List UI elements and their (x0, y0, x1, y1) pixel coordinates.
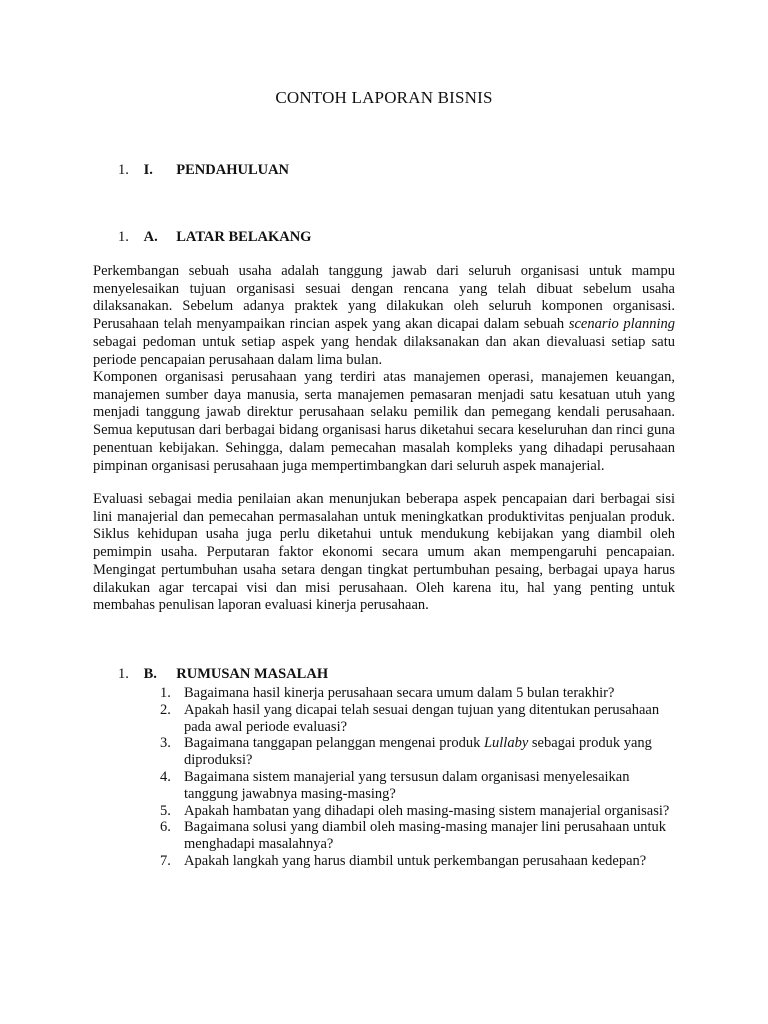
paragraph-1-italic: scenario planning (568, 316, 675, 333)
paragraph-2: Komponen organisasi perusahaan yang terdiri atas manajemen operasi, manajemen keuangan, manajemen sumber daya manusia, serta manajemen pemasaran menjadi satu kesatuan utuh yang menjadi tanggung jawab direktur perusahaan selaku pemilik dan pemegang kendali perusahaan. Semua keputusan dari berbagai bidang organisasi harus diketahui secara keseluruhan dan rinci guna penentuan kebijakan. Sehingga, dalam pemecahan masalah kompleks yang dihadapi perusahaan pimpinan organisasi perusahaan juga mempertimbangkan dari seluruh aspek manajerial. (93, 369, 675, 474)
list-item-text-a: Bagaimana tanggapan pelanggan mengenai produk (184, 735, 484, 752)
list-item (160, 853, 680, 870)
list-item-number: 7. (160, 852, 171, 869)
list-item-text: Bagaimana solusi yang diambil oleh masing-masing manajer lini perusahaan untuk menghadapi masalahnya? (184, 819, 667, 853)
list-item-text: Apakah langkah yang harus diambil untuk perkembangan perusahaan kedepan? (184, 852, 647, 869)
section-mark: A. (143, 229, 158, 245)
section-label: LATAR BELAKANG (176, 229, 312, 245)
section-label: PENDAHULUAN (176, 162, 290, 178)
section-number: 1. (118, 666, 129, 682)
section-mark: I. (143, 162, 153, 178)
paragraph-1-text-b: sebagai pedoman untuk setiap aspek yang hendak dilaksanakan dan akan dievaluasi setiap satu periode pencapaian perusahaan dalam lima bulan. (93, 333, 675, 368)
list-item-number: 2. (160, 701, 171, 718)
section-label: RUMUSAN MASALAH (176, 666, 329, 682)
list-item-number: 4. (160, 768, 171, 785)
document-title: CONTOH LAPORAN BISNIS (275, 88, 493, 107)
list-item-text: Apakah hambatan yang dihadapi oleh masing-masing sistem manajerial organisasi? (184, 802, 670, 819)
list-item-number: 5. (160, 802, 171, 819)
question-list (160, 685, 680, 870)
list-item (160, 803, 680, 820)
list-item (160, 735, 680, 769)
section-number: 1. (118, 162, 129, 178)
list-item (160, 702, 680, 736)
paragraph-1-text-a: Perkembangan sebuah usaha adalah tanggung jawab dari seluruh organisasi untuk mampu menyelesaikan tujuan organisasi sesuai dengan rencana yang telah dibuat sebelum usaha dilaksanakan. Sebelum adanya praktek yang dilakukan oleh seluruh komponen organisasi. Perusahaan telah menyampaikan rincian aspek yang akan dicapai dalam sebuah (93, 263, 675, 333)
list-item-text: Bagaimana hasil kinerja perusahaan secara umum dalam 5 bulan terakhir? (184, 685, 615, 701)
paragraph-3: Evaluasi sebagai media penilaian akan menunjukan beberapa aspek pencapaian dari berbagai sisi lini manajerial dan pemecahan permasalahan untuk meningkatkan produktivitas penjualan produk. Siklus kehidupan usaha juga perlu diketahui untuk mendukung kebijakan yang diambil oleh pemimpin usaha. Perputaran faktor ekonomi secara umum akan mempengaruhi pencapaian. Mengingat pertumbuhan usaha setara dengan tingkat pertumbuhan pesaing, berbagai upaya harus dilakukan agar tercapai visi dan misi perusahaan. Oleh karena itu, hal yang penting untuk membahas penulisan laporan evaluasi kinerja perusahaan. (93, 491, 675, 614)
list-item (160, 819, 680, 853)
list-item-italic: Lullaby (483, 735, 529, 752)
list-item (160, 769, 680, 803)
list-item-text: Bagaimana sistem manajerial yang tersusun dalam organisasi menyelesaikan tanggung jawabnya masing-masing? (184, 768, 630, 802)
list-item-text: Apakah hasil yang dicapai telah sesuai dengan tujuan yang ditentukan perusahaan pada awal periode evaluasi? (184, 701, 660, 735)
paragraph-1 (93, 263, 675, 369)
list-item-number: 6. (160, 819, 171, 836)
list-item-number: 3. (160, 735, 171, 752)
section-number: 1. (118, 229, 129, 245)
list-item-number: 1. (160, 685, 171, 701)
section-heading-rumusan-masalah (118, 666, 328, 683)
section-heading-pendahuluan (118, 162, 289, 179)
list-item-text-b: sebagai produk yang diproduksi? (184, 735, 652, 769)
section-mark: B. (143, 666, 157, 682)
list-item (160, 685, 680, 702)
section-heading-latar-belakang (118, 229, 311, 246)
